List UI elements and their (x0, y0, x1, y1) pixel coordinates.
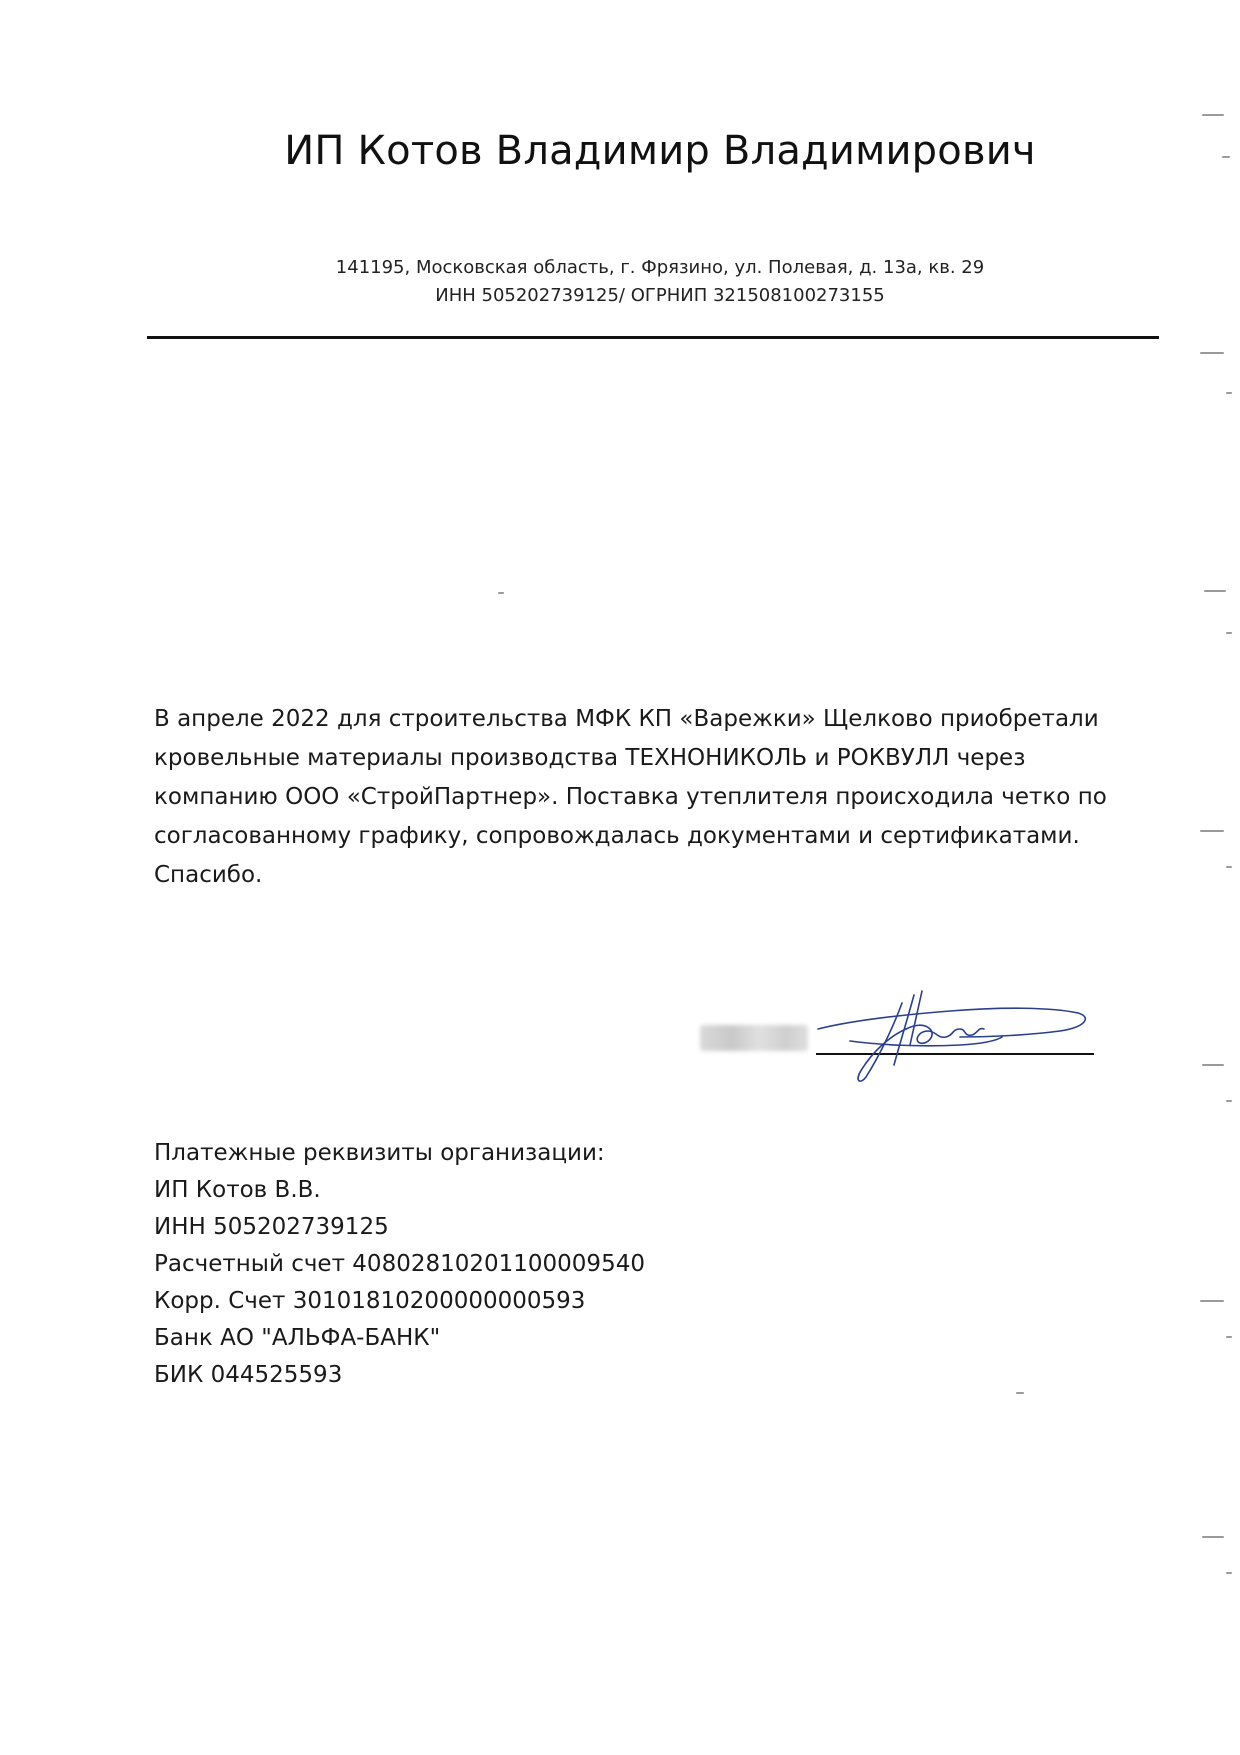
scan-speck (1202, 1064, 1224, 1066)
letterhead-address (0, 254, 1240, 310)
bank-name: Банк АО "АЛЬФА-БАНК" (154, 1325, 441, 1351)
closing-line: Спасибо. (154, 862, 263, 888)
scan-speck (1226, 866, 1232, 868)
payment-details (154, 1135, 854, 1394)
registration-line: ИНН 505202739125/ ОГРНИП 321508100273155 (435, 285, 885, 306)
redacted-name (700, 1025, 808, 1051)
scan-speck (1226, 392, 1232, 394)
payee-name: ИП Котов В.В. (154, 1177, 321, 1203)
scan-speck (1016, 1392, 1024, 1394)
scan-speck (498, 592, 504, 594)
correspondent-account: Корр. Счет 30101810200000000593 (154, 1288, 586, 1314)
bank-bik: БИК 044525593 (154, 1362, 343, 1388)
letterhead-title: ИП Котов Владимир Владимирович (284, 128, 1036, 174)
scan-speck (1204, 590, 1226, 592)
scan-speck (1200, 830, 1224, 832)
letterhead-divider (147, 336, 1159, 339)
handwritten-signature (810, 985, 1110, 1095)
scan-speck (1226, 1100, 1232, 1102)
scan-speck (1200, 352, 1224, 354)
signature-block (690, 985, 1110, 1095)
settlement-account: Расчетный счет 40802810201100009540 (154, 1251, 645, 1277)
letter-body (154, 700, 1134, 895)
scan-speck (1222, 156, 1230, 158)
payment-details-heading: Платежные реквизиты организации: (154, 1140, 605, 1166)
scan-speck (1226, 1336, 1232, 1338)
scan-speck (1226, 632, 1232, 634)
scan-speck (1226, 1572, 1232, 1574)
payee-inn: ИНН 505202739125 (154, 1214, 389, 1240)
body-paragraph: В апреле 2022 для строительства МФК КП «Варежки» Щелково приобретали кровельные материалы производства ТЕХНОНИКОЛЬ и РОКВУЛЛ через компанию ООО «СтройПартнер». Поставка утеплителя происходила четко по согласованному графику, сопровождалась документами и сертификатами. (154, 706, 1107, 849)
scan-speck (1200, 1300, 1224, 1302)
address-line: 141195, Московская область, г. Фрязино, ул. Полевая, д. 13а, кв. 29 (335, 257, 985, 278)
scan-speck (1202, 114, 1224, 116)
scan-speck (1202, 1536, 1224, 1538)
